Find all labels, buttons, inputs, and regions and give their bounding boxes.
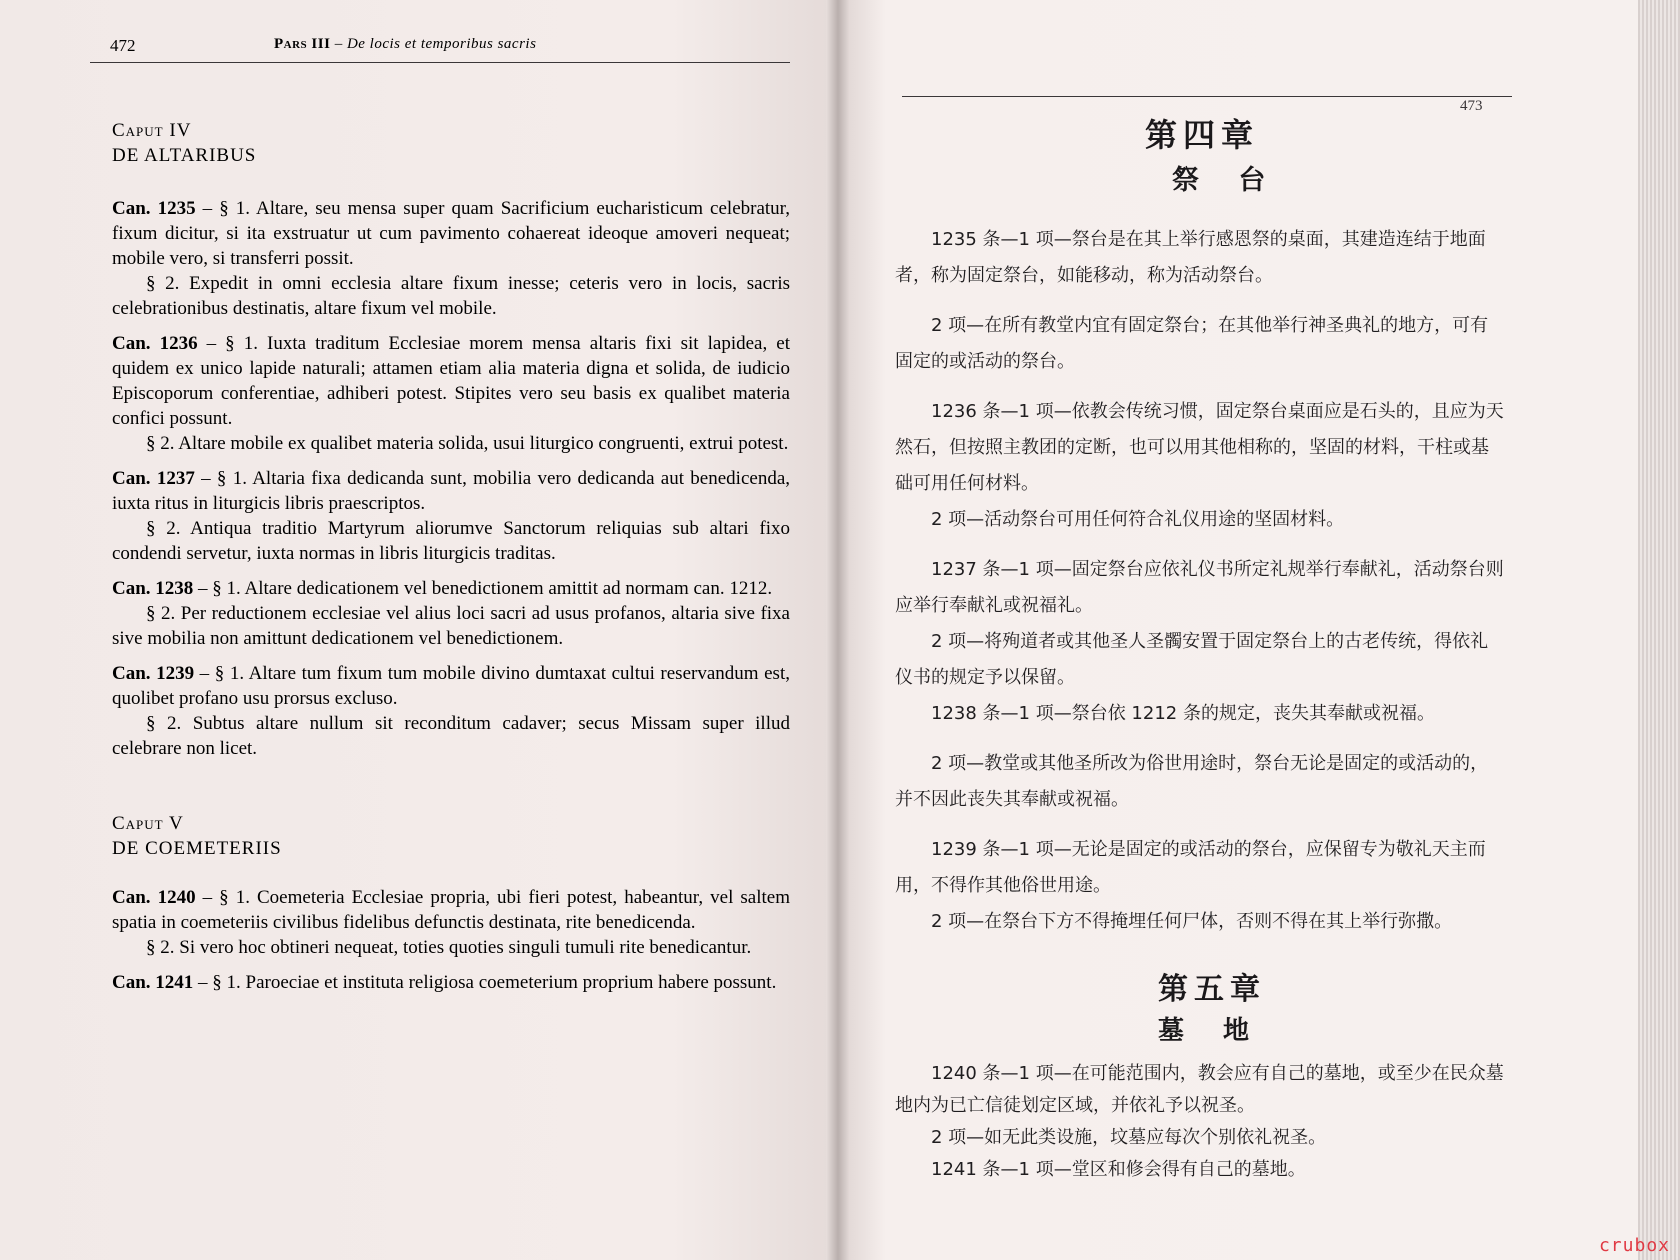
zh-1237-p2: 2 项—将殉道者或其他圣人圣髑安置于固定祭台上的古老传统，得依礼仪书的规定予以保留。 xyxy=(895,631,1489,688)
canon-number: Can. 1236 xyxy=(112,333,198,354)
zh-1241-p1: 1241 条—1 项—堂区和修会得有自己的墓地。 xyxy=(931,1159,1306,1180)
chapter4-title-latin: DE ALTARIBUS xyxy=(112,145,257,166)
canon-1239-p1 xyxy=(112,661,790,711)
left-head-rule xyxy=(90,62,790,63)
canon-1240-p2: § 2. Si vero hoc obtineri nequeat, toties quoties singuli tumuli rite benedicantur. xyxy=(146,937,752,958)
chapter5-title-chinese: 墓 地 xyxy=(1158,1016,1250,1046)
canon-text: – § 1. Altare dedicationem vel benedictionem amittit ad normam can. 1212. xyxy=(193,578,773,599)
watermark: crubox xyxy=(1598,1235,1670,1256)
canon-number: Can. 1240 xyxy=(112,887,196,908)
zh-1239-p2: 2 项—在祭台下方不得掩埋任何尸体，否则不得在其上举行弥撒。 xyxy=(931,911,1453,932)
canon-text: – § 1. Paroeciae et instituta religiosa coemeterium proprium habere possunt. xyxy=(193,972,777,993)
chapter4-label-latin: Caput IV xyxy=(112,120,192,141)
page-edges xyxy=(1638,0,1680,1260)
canon-number: Can. 1239 xyxy=(112,663,195,684)
zh-1236-p2: 2 项—活动祭台可用任何符合礼仪用途的坚固材料。 xyxy=(931,509,1345,530)
canon-1236-p1 xyxy=(112,331,790,431)
canon-number: Can. 1237 xyxy=(112,468,195,489)
chapter4-title-chinese: 祭 台 xyxy=(1172,165,1266,196)
chapter4-label-chinese: 第四章 xyxy=(1145,116,1260,154)
chapter5-label-latin: Caput V xyxy=(112,813,184,834)
canon-number: Can. 1238 xyxy=(112,578,194,599)
canon-1238-p1 xyxy=(112,576,790,601)
canon-text: – § 1. Coemeteria Ecclesiae propria, ubi fieri potest, habeantur, vel saltem spatia in coemeteriis civilibus fidelibus defunctis destinata, rite benedicenda. xyxy=(112,887,791,933)
canon-text: – § 1. Altaria fixa dedicanda sunt, mobilia vero dedicanda aut benedicenda, iuxta ritus in liturgicis libris praescriptos. xyxy=(112,468,791,514)
right-text-block-2 xyxy=(895,1058,1505,1186)
zh-1235-p1: 1235 条—1 项—祭台是在其上举行感恩祭的桌面，其建造连结于地面者，称为固定祭台，如能移动，称为活动祭台。 xyxy=(895,229,1486,286)
canon-1235-p2: § 2. Expedit in omni ecclesia altare fixum inesse; ceteris vero in locis, sacris celebrationibus destinatis, altare fixum vel mobile. xyxy=(112,273,790,319)
canon-number: Can. 1241 xyxy=(112,972,194,993)
left-text-block xyxy=(112,118,790,995)
zh-1240-p2: 2 项—如无此类设施，坟墓应每次个别依礼祝圣。 xyxy=(931,1127,1327,1148)
canon-1236-p2: § 2. Altare mobile ex qualibet materia solida, usui liturgico congruenti, extrui potest. xyxy=(146,433,789,454)
right-text-block-1 xyxy=(895,222,1505,940)
zh-1238-p2: 2 项—教堂或其他圣所改为俗世用途时，祭台无论是固定的或活动的，并不因此丧失其奉献或祝福。 xyxy=(895,753,1489,810)
canon-1238-p2: § 2. Per reductionem ecclesiae vel alius loci sacri ad usus profanos, altaria sive fixa sive mobilia non amittunt dedicationem vel benedictionem. xyxy=(112,603,790,649)
canon-text: – § 1. Altare, seu mensa super quam Sacrificium eucharisticum celebratur, fixum dicitur, si ita exstruatur ut cum pavimento cohaereat ideoque amoveri nequeat; mobile vero, si transferri possit. xyxy=(112,198,790,269)
canon-text: – § 1. Altare tum fixum tum mobile divino dumtaxat cultui reservandum est, quolibet profano usu prorsus excluso. xyxy=(112,663,790,709)
book-gutter xyxy=(826,0,850,1260)
canon-1241-p1 xyxy=(112,970,790,995)
right-head-rule xyxy=(902,96,1512,97)
zh-1237-p1: 1237 条—1 项—固定祭台应依礼仪书所定礼规举行奉献礼，活动祭台则应举行奉献礼或祝福礼。 xyxy=(895,559,1504,616)
left-page-number: 472 xyxy=(110,36,136,55)
zh-1238-p1: 1238 条—1 项—祭台依 1212 条的规定，丧失其奉献或祝福。 xyxy=(931,703,1435,724)
canon-1235-p1 xyxy=(112,196,790,271)
running-head-subtitle: – De locis et temporibus sacris xyxy=(334,36,537,52)
zh-1236-p1: 1236 条—1 项—依教会传统习惯，固定祭台桌面应是石头的，且应为天然石，但按照主教团的定断，也可以用其他相称的，坚固的材料，干柱或基础可用任何材料。 xyxy=(895,401,1504,494)
canon-1237-p2: § 2. Antiqua traditio Martyrum aliorumve Sanctorum reliquias sub altari fixo condendi servetur, iuxta normas in libris liturgicis traditas. xyxy=(112,518,790,564)
zh-1235-p2: 2 项—在所有教堂内宜有固定祭台；在其他举行神圣典礼的地方，可有固定的或活动的祭台。 xyxy=(895,315,1489,372)
chapter5-title-latin: DE COEMETERIIS xyxy=(112,838,282,859)
canon-1239-p2: § 2. Subtus altare nullum sit reconditum cadaver; secus Missam super illud celebrare non licet. xyxy=(112,713,790,759)
canon-number: Can. 1235 xyxy=(112,198,196,219)
zh-1239-p1: 1239 条—1 项—无论是固定的或活动的祭台，应保留专为敬礼天主而用，不得作其他俗世用途。 xyxy=(895,839,1486,896)
left-running-head-title xyxy=(274,36,536,53)
right-page-number: 473 xyxy=(1460,98,1483,114)
canon-text: – § 1. Iuxta traditum Ecclesiae morem mensa altaris fixi sit lapidea, et quidem ex unico lapide naturali; attamen etiam alia materia digna et solida, de iudicio Episcoporum conferentiae, adhiberi potest. Stipites vero seu basis ex qualibet materia confici possunt. xyxy=(112,333,790,429)
canon-1240-p1 xyxy=(112,885,790,935)
left-running-head xyxy=(110,36,790,56)
zh-1240-p1: 1240 条—1 项—在可能范围内，教会应有自己的墓地，或至少在民众墓地内为已亡信徒划定区域，并依礼予以祝圣。 xyxy=(895,1063,1504,1116)
chapter5-label-chinese: 第五章 xyxy=(1158,972,1266,1007)
running-head-part: Pars III xyxy=(274,36,331,52)
canon-1237-p1 xyxy=(112,466,790,516)
